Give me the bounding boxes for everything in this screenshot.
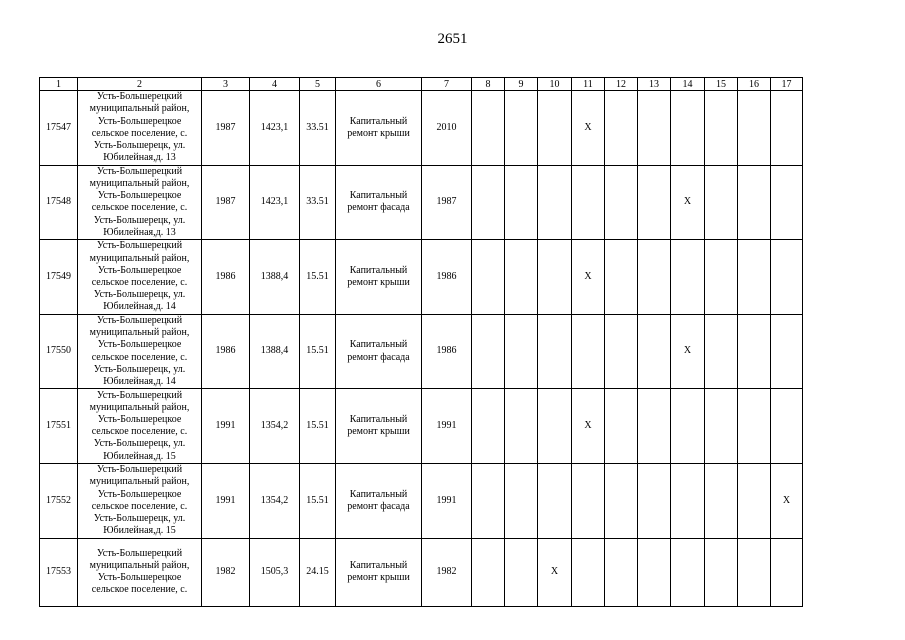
empty-cell [771, 165, 803, 240]
empty-cell [505, 538, 538, 606]
year-cell: 1991 [202, 389, 250, 464]
empty-cell [572, 463, 605, 538]
table-row [40, 538, 803, 606]
empty-cell [472, 463, 505, 538]
empty-cell [771, 240, 803, 315]
work-type-cell [336, 91, 422, 166]
column-header-3: 3 [202, 78, 250, 91]
column-header-5: 5 [300, 78, 336, 91]
address-cell-line: Юбилейная,д. 13 [103, 226, 176, 238]
address-cell-line: Усть-Большерецк, ул. [93, 140, 186, 151]
work-type-cell [336, 165, 422, 240]
address-cell [78, 91, 202, 166]
row-id: 17549 [40, 240, 78, 315]
empty-cell [605, 463, 638, 538]
wear-cell: 24.15 [300, 538, 336, 606]
mark-cell: Х [572, 91, 605, 166]
work-type-cell-line: ремонт крыши [347, 276, 410, 288]
address-cell-line: Усть-Большерецкое [97, 339, 182, 351]
empty-cell [705, 389, 738, 464]
empty-cell [505, 91, 538, 166]
table-body [40, 78, 803, 607]
table-row [40, 91, 803, 166]
table-row [40, 314, 803, 389]
row-id: 17550 [40, 314, 78, 389]
empty-cell [605, 389, 638, 464]
address-cell-line: сельское поселение, с. [91, 500, 188, 512]
year-cell: 1987 [202, 91, 250, 166]
work-type-cell-line: Капитальный [349, 413, 408, 425]
empty-cell [705, 165, 738, 240]
empty-cell [505, 314, 538, 389]
year-cell: 1986 [202, 240, 250, 315]
empty-cell [605, 314, 638, 389]
column-header-16: 16 [738, 78, 771, 91]
empty-cell [738, 91, 771, 166]
empty-cell [671, 463, 705, 538]
address-cell-line: Усть-Большерецкий [96, 464, 183, 476]
empty-cell [771, 389, 803, 464]
empty-cell [572, 314, 605, 389]
empty-cell [538, 463, 572, 538]
empty-cell [538, 240, 572, 315]
column-header-8: 8 [472, 78, 505, 91]
wear-cell: 15.51 [300, 314, 336, 389]
empty-cell [771, 538, 803, 606]
address-cell-line: Усть-Большерецк, ул. [93, 289, 186, 301]
empty-cell [638, 314, 671, 389]
work-type-cell-line: Капитальный [349, 264, 408, 276]
empty-cell [505, 389, 538, 464]
empty-cell [605, 165, 638, 240]
empty-cell [472, 91, 505, 166]
empty-cell [705, 91, 738, 166]
work-type-cell-line: Капитальный [349, 190, 408, 202]
wear-cell: 15.51 [300, 463, 336, 538]
row-id: 17551 [40, 389, 78, 464]
empty-cell [671, 240, 705, 315]
mark-cell: Х [771, 463, 803, 538]
header-row [40, 78, 803, 91]
mark-cell: Х [671, 314, 705, 389]
mark-cell: Х [538, 538, 572, 606]
address-cell-line: сельское поселение, с. [91, 202, 188, 214]
column-header-11: 11 [572, 78, 605, 91]
empty-cell [538, 91, 572, 166]
empty-cell [738, 165, 771, 240]
address-cell-line: Усть-Большерецкий [96, 91, 183, 103]
empty-cell [738, 389, 771, 464]
mark-cell: Х [572, 240, 605, 315]
work-type-cell-line: Капитальный [349, 488, 408, 500]
address-cell-line: Усть-Большерецк, ул. [93, 438, 186, 450]
wear-cell: 15.51 [300, 240, 336, 315]
empty-cell [771, 91, 803, 166]
address-cell-line: сельское поселение, с. [91, 426, 188, 438]
empty-cell [738, 463, 771, 538]
year-cell: 1982 [202, 538, 250, 606]
work-type-cell-line: ремонт крыши [347, 127, 410, 139]
address-cell-line: Юбилейная,д. 13 [103, 152, 176, 164]
empty-cell [705, 538, 738, 606]
work-type-cell-line: Капитальный [349, 339, 408, 351]
empty-cell [638, 165, 671, 240]
address-cell-line: сельское поселение, с. [91, 584, 188, 596]
address-cell-line: Усть-Большерецкий [96, 389, 183, 401]
last-repair-year-cell: 1986 [422, 240, 472, 315]
column-header-2: 2 [78, 78, 202, 91]
wear-cell: 33.51 [300, 91, 336, 166]
column-header-9: 9 [505, 78, 538, 91]
address-cell-line: Юбилейная,д. 14 [103, 301, 176, 313]
address-cell-line: Усть-Большерецк, ул. [93, 214, 186, 226]
address-cell [78, 314, 202, 389]
table-row [40, 165, 803, 240]
area-cell: 1505,3 [250, 538, 300, 606]
year-cell: 1991 [202, 463, 250, 538]
address-cell-line: сельское поселение, с. [91, 351, 188, 363]
empty-cell [472, 240, 505, 315]
column-header-7: 7 [422, 78, 472, 91]
address-cell-line: Усть-Большерецк, ул. [93, 512, 186, 524]
empty-cell [638, 91, 671, 166]
column-header-12: 12 [605, 78, 638, 91]
empty-cell [738, 538, 771, 606]
address-cell-line: муниципальный район, [89, 177, 190, 189]
address-cell-line: Юбилейная,д. 15 [103, 450, 176, 462]
empty-cell [505, 463, 538, 538]
empty-cell [671, 91, 705, 166]
address-cell-line: сельское поселение, с. [91, 127, 188, 139]
address-cell-line: сельское поселение, с. [91, 276, 188, 288]
empty-cell [638, 240, 671, 315]
capital-repair-table [39, 77, 803, 607]
year-cell: 1987 [202, 165, 250, 240]
empty-cell [572, 165, 605, 240]
address-cell-line: Усть-Большерецкое [97, 264, 182, 276]
work-type-cell-line: ремонт крыши [347, 426, 410, 438]
column-header-15: 15 [705, 78, 738, 91]
address-cell-line: Юбилейная,д. 15 [103, 525, 176, 537]
row-id: 17547 [40, 91, 78, 166]
address-cell [78, 538, 202, 606]
empty-cell [538, 165, 572, 240]
empty-cell [671, 389, 705, 464]
address-cell-line: Усть-Большерецкий [96, 165, 183, 177]
page-number: 2651 [437, 31, 468, 47]
last-repair-year-cell: 1991 [422, 389, 472, 464]
column-header-10: 10 [538, 78, 572, 91]
column-header-1: 1 [40, 78, 78, 91]
area-cell: 1354,2 [250, 463, 300, 538]
table-row [40, 463, 803, 538]
mark-cell: Х [572, 389, 605, 464]
area-cell: 1388,4 [250, 314, 300, 389]
column-header-17: 17 [771, 78, 803, 91]
work-type-cell [336, 538, 422, 606]
address-cell-line: Усть-Большерецкий [96, 240, 183, 252]
area-cell: 1388,4 [250, 240, 300, 315]
address-cell-line: Усть-Большерецкое [97, 572, 182, 584]
work-type-cell-line: ремонт фасада [347, 351, 410, 363]
work-type-cell-line: ремонт крыши [347, 572, 410, 584]
work-type-cell-line: ремонт фасада [347, 500, 410, 512]
wear-cell: 15.51 [300, 389, 336, 464]
address-cell [78, 463, 202, 538]
column-header-13: 13 [638, 78, 671, 91]
empty-cell [638, 538, 671, 606]
work-type-cell [336, 389, 422, 464]
area-cell: 1423,1 [250, 165, 300, 240]
address-cell [78, 389, 202, 464]
empty-cell [605, 91, 638, 166]
address-cell [78, 165, 202, 240]
address-cell-line: муниципальный район, [89, 401, 190, 413]
address-cell-line: Усть-Большерецкий [96, 314, 183, 326]
last-repair-year-cell: 1987 [422, 165, 472, 240]
column-header-6: 6 [336, 78, 422, 91]
work-type-cell-line: Капитальный [349, 115, 408, 127]
empty-cell [538, 314, 572, 389]
row-id: 17548 [40, 165, 78, 240]
mark-cell: Х [671, 165, 705, 240]
empty-cell [671, 538, 705, 606]
empty-cell [472, 314, 505, 389]
work-type-cell [336, 314, 422, 389]
address-cell-line: муниципальный район, [89, 327, 190, 339]
work-type-cell [336, 240, 422, 315]
year-cell: 1986 [202, 314, 250, 389]
empty-cell [505, 240, 538, 315]
work-type-cell-line: ремонт фасада [347, 202, 410, 214]
address-cell-line: Усть-Большерецкое [97, 488, 182, 500]
wear-cell: 33.51 [300, 165, 336, 240]
address-cell-line: Усть-Большерецкое [97, 190, 182, 202]
empty-cell [638, 389, 671, 464]
empty-cell [605, 240, 638, 315]
empty-cell [505, 165, 538, 240]
empty-cell [705, 240, 738, 315]
last-repair-year-cell: 1982 [422, 538, 472, 606]
address-cell-line: муниципальный район, [89, 559, 190, 571]
work-type-cell-line: Капитальный [349, 559, 408, 571]
work-type-cell [336, 463, 422, 538]
address-cell-line: муниципальный район, [89, 476, 190, 488]
empty-cell [705, 463, 738, 538]
empty-cell [605, 538, 638, 606]
column-header-14: 14 [671, 78, 705, 91]
empty-cell [738, 240, 771, 315]
area-cell: 1354,2 [250, 389, 300, 464]
row-id: 17553 [40, 538, 78, 606]
empty-cell [771, 314, 803, 389]
empty-cell [472, 538, 505, 606]
empty-cell [472, 165, 505, 240]
address-cell-line: Усть-Большерецкое [97, 115, 182, 127]
address-cell [78, 240, 202, 315]
address-cell-line: Усть-Большерецк, ул. [93, 363, 186, 375]
empty-cell [572, 538, 605, 606]
last-repair-year-cell: 2010 [422, 91, 472, 166]
empty-cell [472, 389, 505, 464]
column-header-4: 4 [250, 78, 300, 91]
empty-cell [705, 314, 738, 389]
table-row [40, 389, 803, 464]
address-cell-line: муниципальный район, [89, 252, 190, 264]
area-cell: 1423,1 [250, 91, 300, 166]
address-cell-line: Юбилейная,д. 14 [103, 375, 176, 387]
last-repair-year-cell: 1986 [422, 314, 472, 389]
last-repair-year-cell: 1991 [422, 463, 472, 538]
empty-cell [738, 314, 771, 389]
address-cell-line: Усть-Большерецкий [96, 547, 183, 559]
address-cell-line: Усть-Большерецкое [97, 413, 182, 425]
table-row [40, 240, 803, 315]
row-id: 17552 [40, 463, 78, 538]
empty-cell [538, 389, 572, 464]
empty-cell [638, 463, 671, 538]
address-cell-line: муниципальный район, [89, 103, 190, 115]
